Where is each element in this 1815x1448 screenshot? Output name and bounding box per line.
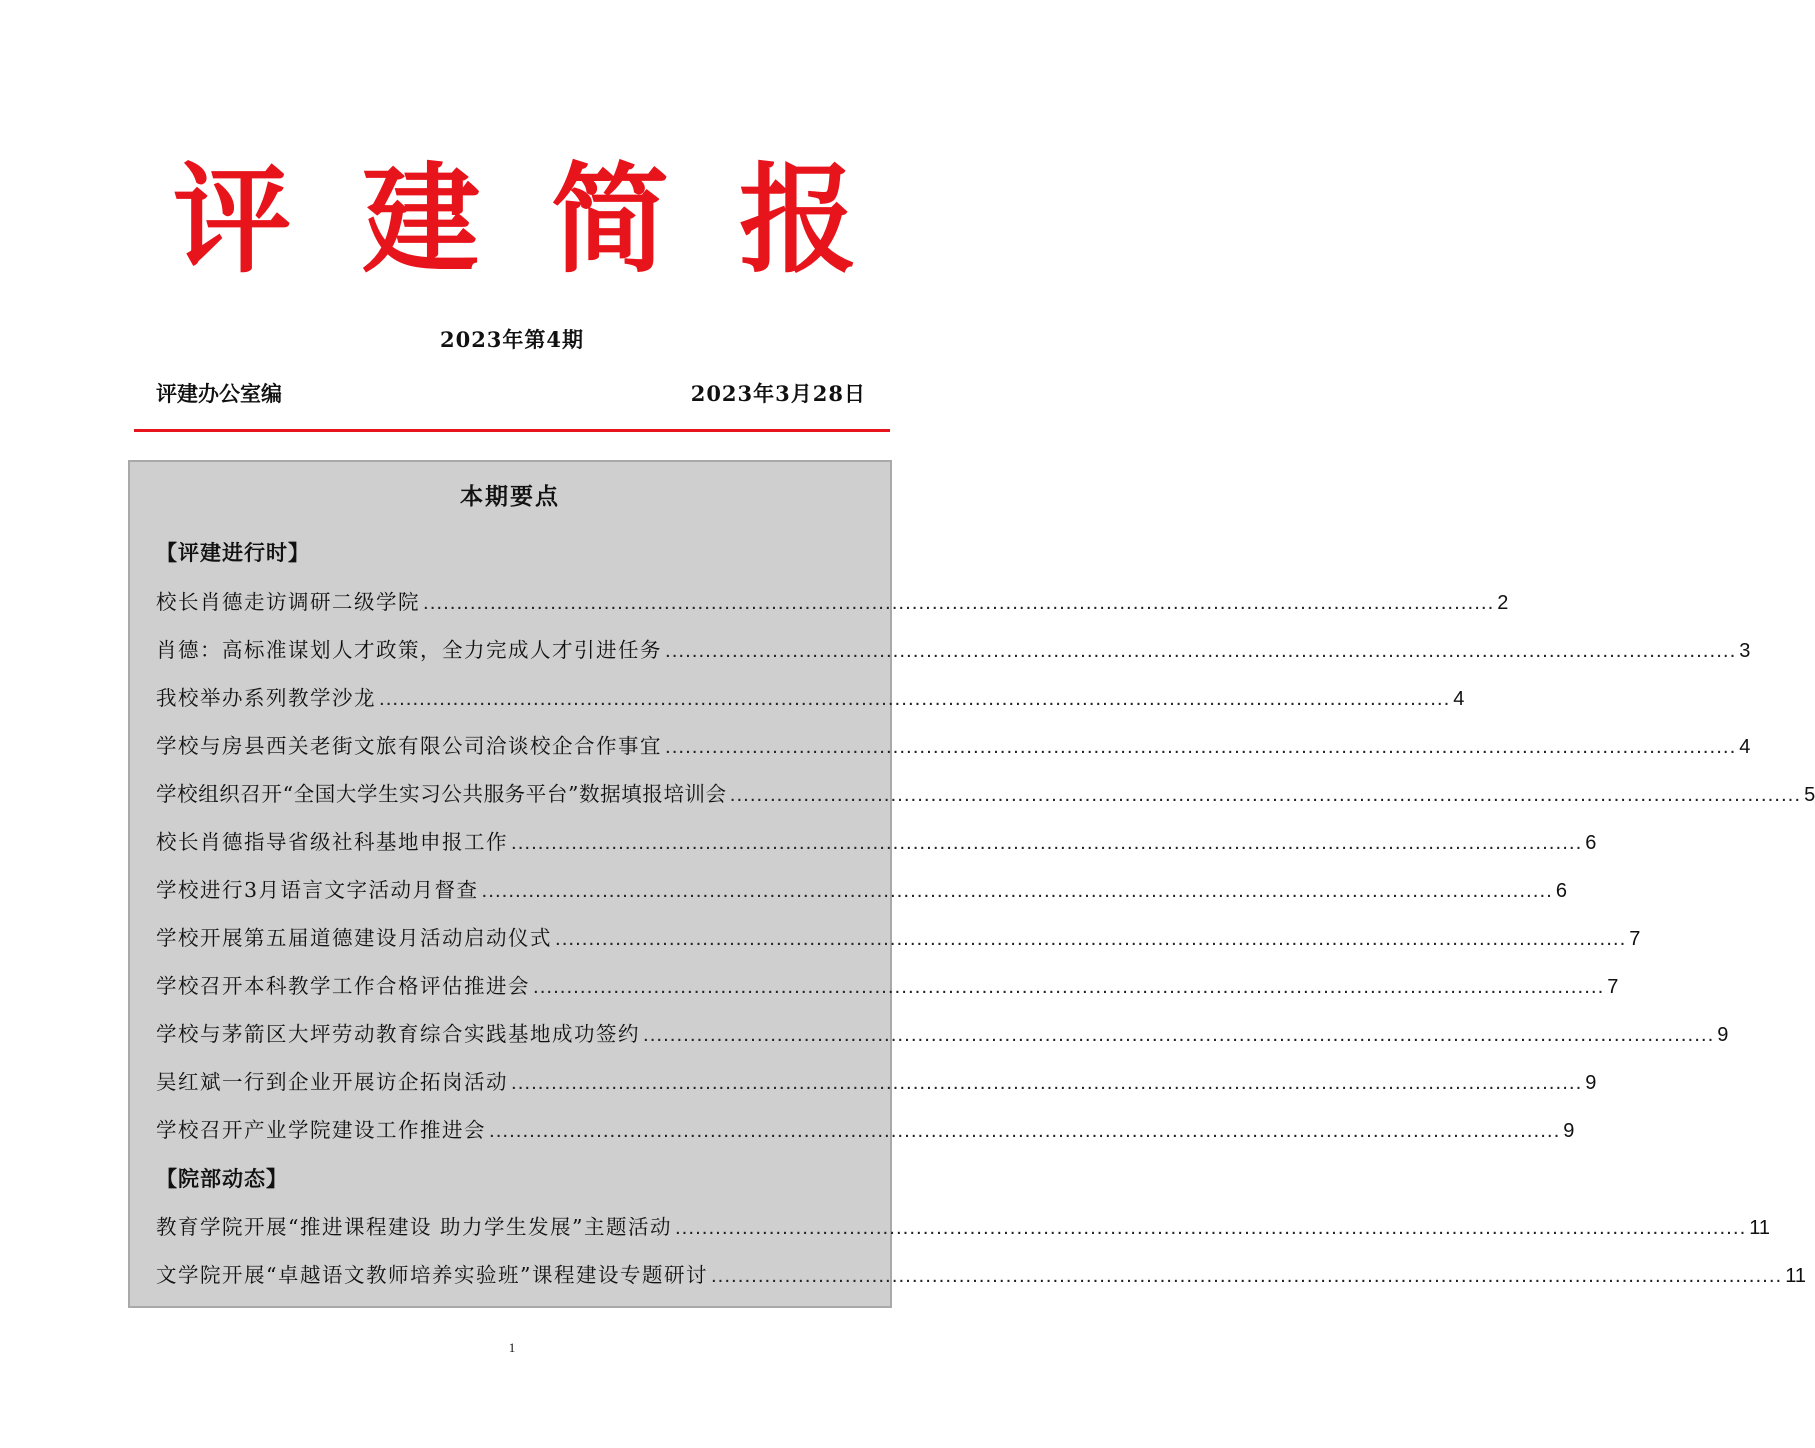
dot-leader: ................................................................................................................................................................ bbox=[511, 831, 1583, 854]
toc-entry[interactable] bbox=[156, 825, 1597, 855]
masthead-title bbox=[0, 150, 1024, 290]
dot-leader: ................................................................................................................................................................ bbox=[481, 879, 1553, 902]
toc-entry-page: 9 bbox=[1563, 1120, 1575, 1142]
toc-entry-title: 学校与茅箭区大坪劳动教育综合实践基地成功签约 bbox=[156, 1022, 640, 1046]
masthead-char-1: 评 bbox=[172, 150, 291, 289]
toc-entry-title: 我校举办系列教学沙龙 bbox=[156, 686, 376, 710]
toc-entry-page: 11 bbox=[1785, 1265, 1807, 1287]
dot-leader: ................................................................................................................................................................ bbox=[710, 1264, 1783, 1287]
toc-entry-page: 3 bbox=[1739, 640, 1751, 662]
publish-date: 2023年3月28日 bbox=[690, 381, 866, 406]
toc-entry[interactable] bbox=[156, 777, 1815, 807]
dot-leader: ................................................................................................................................................................ bbox=[489, 1119, 1561, 1142]
toc-entry-title: 肖德：高标准谋划人才政策，全力完成人才引进任务 bbox=[156, 638, 662, 662]
dot-leader: ................................................................................................................................................................ bbox=[533, 975, 1605, 998]
toc-entry-page: 4 bbox=[1739, 736, 1751, 758]
toc-entry[interactable] bbox=[156, 873, 1567, 903]
masthead-char-2: 建 bbox=[361, 150, 480, 289]
toc-entry-page: 6 bbox=[1585, 832, 1597, 854]
toc-entry-page: 4 bbox=[1453, 688, 1465, 710]
toc-entry[interactable] bbox=[156, 633, 1751, 663]
toc-entry-title: 学校召开本科教学工作合格评估推进会 bbox=[156, 974, 530, 998]
dot-leader: ................................................................................................................................................................ bbox=[729, 783, 1802, 806]
toc-entry[interactable] bbox=[156, 585, 1509, 615]
masthead-char-4: 报 bbox=[738, 150, 857, 289]
toc-entry-title: 学校召开产业学院建设工作推进会 bbox=[156, 1118, 486, 1142]
masthead-char-3: 简 bbox=[550, 150, 669, 289]
toc-entry[interactable] bbox=[156, 921, 1641, 951]
toc-entry-page: 11 bbox=[1749, 1217, 1771, 1239]
toc-entry-title: 学校开展第五届道德建设月活动启动仪式 bbox=[156, 926, 552, 950]
section-heading-departments: 【院部动态】 bbox=[156, 1166, 288, 1191]
toc-entry-title: 吴红斌一行到企业开展访企拓岗活动 bbox=[156, 1070, 508, 1094]
dot-leader: ................................................................................................................................................................ bbox=[665, 639, 1737, 662]
toc-entry-page: 9 bbox=[1585, 1072, 1597, 1094]
dot-leader: ................................................................................................................................................................ bbox=[674, 1216, 1747, 1239]
toc-entry[interactable] bbox=[156, 1065, 1597, 1095]
dot-leader: ................................................................................................................................................................ bbox=[423, 591, 1495, 614]
toc-entry[interactable] bbox=[156, 969, 1619, 999]
header-divider bbox=[134, 429, 890, 432]
dot-leader: ................................................................................................................................................................ bbox=[665, 735, 1737, 758]
toc-entry-title: 学校进行3月语言文字活动月督查 bbox=[156, 878, 479, 902]
toc-entry-page: 7 bbox=[1607, 976, 1619, 998]
toc-entry-title: 文学院开展“卓越语文教师培养实验班”课程建设专题研讨 bbox=[156, 1263, 708, 1287]
section-heading-progress: 【评建进行时】 bbox=[156, 540, 310, 565]
toc-entry-title: 校长肖德走访调研二级学院 bbox=[156, 590, 420, 614]
toc-entry[interactable] bbox=[156, 1113, 1575, 1143]
toc-entry[interactable] bbox=[156, 681, 1465, 711]
dot-leader: ................................................................................................................................................................ bbox=[643, 1023, 1715, 1046]
toc-entry-title: 学校组织召开“全国大学生实习公共服务平台”数据填报培训会 bbox=[156, 782, 727, 806]
toc-entry-page: 5 bbox=[1804, 784, 1815, 806]
dot-leader: ................................................................................................................................................................ bbox=[379, 687, 1451, 710]
toc-entry-title: 校长肖德指导省级社科基地申报工作 bbox=[156, 830, 508, 854]
issue-number: 2023年第4期 bbox=[439, 327, 585, 352]
toc-entry[interactable] bbox=[156, 1258, 1807, 1288]
toc-entry-title: 学校与房县西关老街文旅有限公司洽谈校企合作事宜 bbox=[156, 734, 662, 758]
toc-entry-page: 7 bbox=[1629, 928, 1641, 950]
toc-entry-page: 9 bbox=[1717, 1024, 1729, 1046]
toc-entry-page: 6 bbox=[1555, 880, 1567, 902]
toc-entry[interactable] bbox=[156, 1017, 1729, 1047]
dot-leader: ................................................................................................................................................................ bbox=[555, 927, 1627, 950]
dot-leader: ................................................................................................................................................................ bbox=[511, 1071, 1583, 1094]
page-number: 1 bbox=[508, 1340, 516, 1355]
toc-entry-page: 2 bbox=[1497, 592, 1509, 614]
toc-entry[interactable] bbox=[156, 1210, 1771, 1240]
toc-entry[interactable] bbox=[156, 729, 1751, 759]
highlights-title: 本期要点 bbox=[460, 483, 560, 510]
toc-entry-title: 教育学院开展“推进课程建设 助力学生发展”主题活动 bbox=[156, 1215, 672, 1239]
editor-credit: 评建办公室编 bbox=[156, 381, 282, 406]
